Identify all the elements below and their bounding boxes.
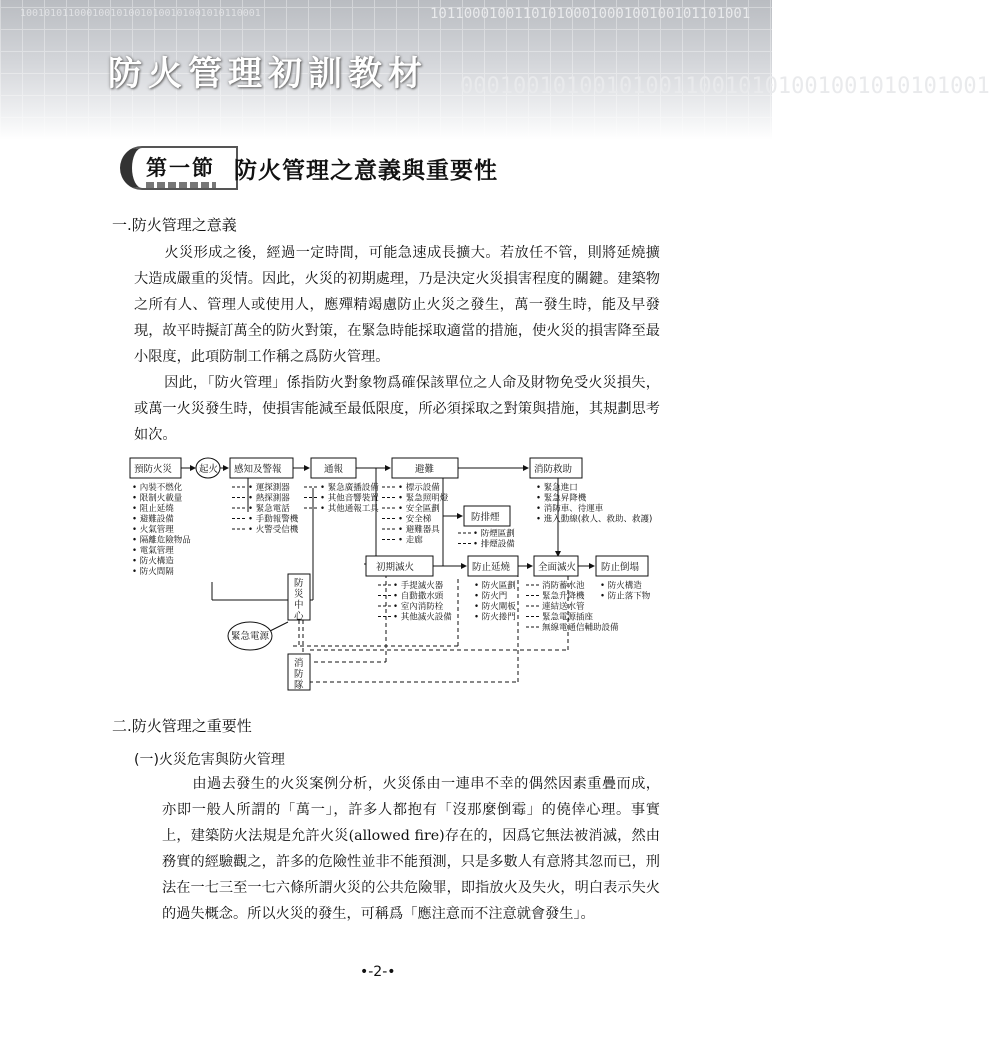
banner-title: 防火管理初訓教材 — [108, 54, 428, 94]
list-item-notify: • 緊急廣播設備 — [320, 483, 379, 493]
fire-management-flow-diagram — [128, 452, 658, 702]
list-item-prevent: • 內裝不燃化 — [132, 483, 183, 493]
list-item-spread: • 防火捲門 — [474, 612, 516, 623]
list-item-evacuate: • 安全梯 — [398, 514, 432, 525]
box-detect-label: 感知及警報 — [234, 464, 282, 475]
list-item-prevent: • 防火間隔 — [132, 567, 174, 577]
vertical-label-brigade: 消 — [294, 658, 304, 669]
list-item-rescue: • 緊急進口 — [536, 483, 578, 493]
box-prevent-label: 預防火災 — [134, 464, 173, 475]
part1-paragraph-1-text: 火災形成之後，經過一定時間，可能急速成長擴大。若放任不管，則將延燒擴大造成嚴重的災情。因此，火災的初期處理，乃是決定火災損害程度的關鍵。建築物之所有人、管理人或使用人，應殫精竭慮防止火災之發生，萬一發生時，能及早發現，故平時擬訂萬全的防火對策，在緊急時能採取適當的措施，使火災的損害降至最小限度，此項防制工作稱之爲防火管理。 — [134, 245, 660, 365]
list-item-rescue: • 進入動線(救人、救助、救護) — [536, 514, 653, 525]
list-item-evacuate: • 緊急照明燈 — [398, 493, 449, 504]
binary-row-2: 0001001010010100110010101001001010101001 — [460, 74, 990, 99]
part2-heading: 二.防火管理之重要性 — [112, 717, 252, 735]
list-item-detect: • 緊急電話 — [248, 504, 290, 514]
box-full-label: 全面滅火 — [538, 562, 577, 573]
list-item-prevent: • 避難設備 — [132, 514, 174, 525]
part1-heading: 一.防火管理之意義 — [112, 216, 237, 234]
list-item-initial: • 手提滅火器 — [393, 581, 444, 591]
list-item-prevent: • 限制火載量 — [132, 493, 183, 504]
list-item-detect: • 手動報警機 — [248, 514, 299, 525]
part1-paragraph-2-text: 因此，「防火管理」係指防火對象物爲確保該單位之人命及財物免受火災損失，或萬一火災發生時，使損害能減至最低限度，所必須採取之對策與措施，其規劃思考如次。 — [134, 375, 660, 443]
box-evacuate-label: 避難 — [415, 464, 435, 475]
box-rescue-label: 消防救助 — [534, 464, 573, 475]
list-item-evacuate: • 避難器具 — [398, 525, 440, 535]
list-item-prevent: • 火氣管理 — [132, 525, 174, 535]
binary-row-3: 1001010110001001010010100101001010110001 — [20, 8, 261, 19]
list-item-detect: • 火警受信機 — [248, 525, 299, 535]
list-item-notify: • 其他音響裝置 — [320, 493, 379, 504]
list-item-rescue: • 消防車、待運車 — [536, 504, 604, 514]
list-item-full_a: 緊急電源插座 — [542, 612, 594, 623]
list-item-initial: • 其他滅火設備 — [393, 612, 452, 623]
section-title: 防火管理之意義與重要性 — [234, 157, 498, 184]
part2-paragraph — [162, 771, 660, 927]
list-item-evacuate: • 走廊 — [398, 535, 423, 546]
list-item-spread: • 防火閘板 — [474, 602, 516, 612]
list-item-prevent: • 隔離危險物品 — [132, 535, 191, 546]
list-item-prevent: • 阻止延燒 — [132, 504, 174, 514]
list-item-full_a: 緊急升降機 — [542, 591, 585, 602]
list-item-full_b: • 防火構造 — [600, 581, 642, 591]
list-item-full_a: 消防蓄水池 — [542, 581, 585, 591]
list-item-spread: • 防火區劃 — [474, 581, 516, 591]
list-item-initial: • 室內消防栓 — [393, 602, 444, 612]
part1-paragraph-1 — [134, 240, 660, 370]
list-item-detect: • 熱探測器 — [248, 493, 290, 504]
page-number: •-2-• — [360, 964, 396, 980]
list-item-full_a: 連結送水管 — [542, 602, 585, 612]
section-heading — [112, 146, 632, 192]
list-item-evacuate: • 安全區劃 — [398, 504, 440, 514]
binary-row-1: 10110001001101010001000100100101101001 — [430, 6, 751, 22]
section-badge-label: 第一節 — [146, 155, 215, 180]
list-item-smoke: • 排煙設備 — [473, 539, 515, 550]
box-notify-label: 通報 — [324, 464, 344, 475]
list-item-smoke: • 防煙區劃 — [473, 529, 515, 539]
list-item-rescue: • 緊急昇降機 — [536, 493, 587, 504]
list-item-spread: • 防火門 — [474, 591, 508, 602]
list-item-detect: • 運探測器 — [248, 483, 290, 493]
box-power-label: 緊急電源 — [231, 631, 270, 642]
vertical-label-center: 災 — [294, 589, 304, 600]
section-dots-decoration — [146, 182, 216, 188]
vertical-label-center: 防 — [294, 578, 304, 589]
box-collapse-label: 防止倒塌 — [601, 562, 640, 573]
part1-paragraph-2 — [134, 370, 660, 448]
list-item-prevent: • 電氣管理 — [132, 546, 174, 556]
header-banner — [0, 0, 990, 140]
vertical-label-brigade: 隊 — [294, 680, 304, 691]
list-item-evacuate: • 標示設備 — [398, 483, 440, 493]
vertical-label-center: 中 — [294, 600, 304, 611]
box-initial-label: 初期滅火 — [376, 562, 415, 573]
list-item-initial: • 自動撒水頭 — [393, 591, 444, 602]
vertical-label-brigade: 防 — [294, 669, 304, 680]
box-spread-label: 防止延燒 — [472, 562, 511, 573]
vertical-label-center: 心 — [294, 611, 304, 622]
part2-paragraph-text: 由過去發生的火災案例分析，火災係由一連串不幸的偶然因素重疊而成，亦即一般人所謂的「萬一」，許多人都抱有「沒那麼倒霉」的僥倖心理。事實上，建築防火法規是允許火災(allowed fire)存在的，因爲它無法被消滅，然由務實的經驗觀之，許多的危險性並非不能預測，只是多數人有意將其忽而已，刑法在一七三至一七六條所謂火災的公共危險罪，即指放火及失火，明白表示失火的過失概念。所以火災的發生，可稱爲「應注意而不注意就會發生」。 — [162, 776, 660, 922]
list-item-full_a: 無線電通信輔助設備 — [542, 623, 619, 633]
box-smoke-label: 防排煙 — [471, 512, 500, 523]
list-item-prevent: • 防火構造 — [132, 556, 174, 567]
part2-subheading: (一)火災危害與防火管理 — [134, 752, 285, 768]
list-item-notify: • 其他通報工具 — [320, 504, 379, 514]
box-ignite-label: 起火 — [199, 464, 219, 475]
list-item-full_b: • 防止落下物 — [600, 591, 651, 602]
